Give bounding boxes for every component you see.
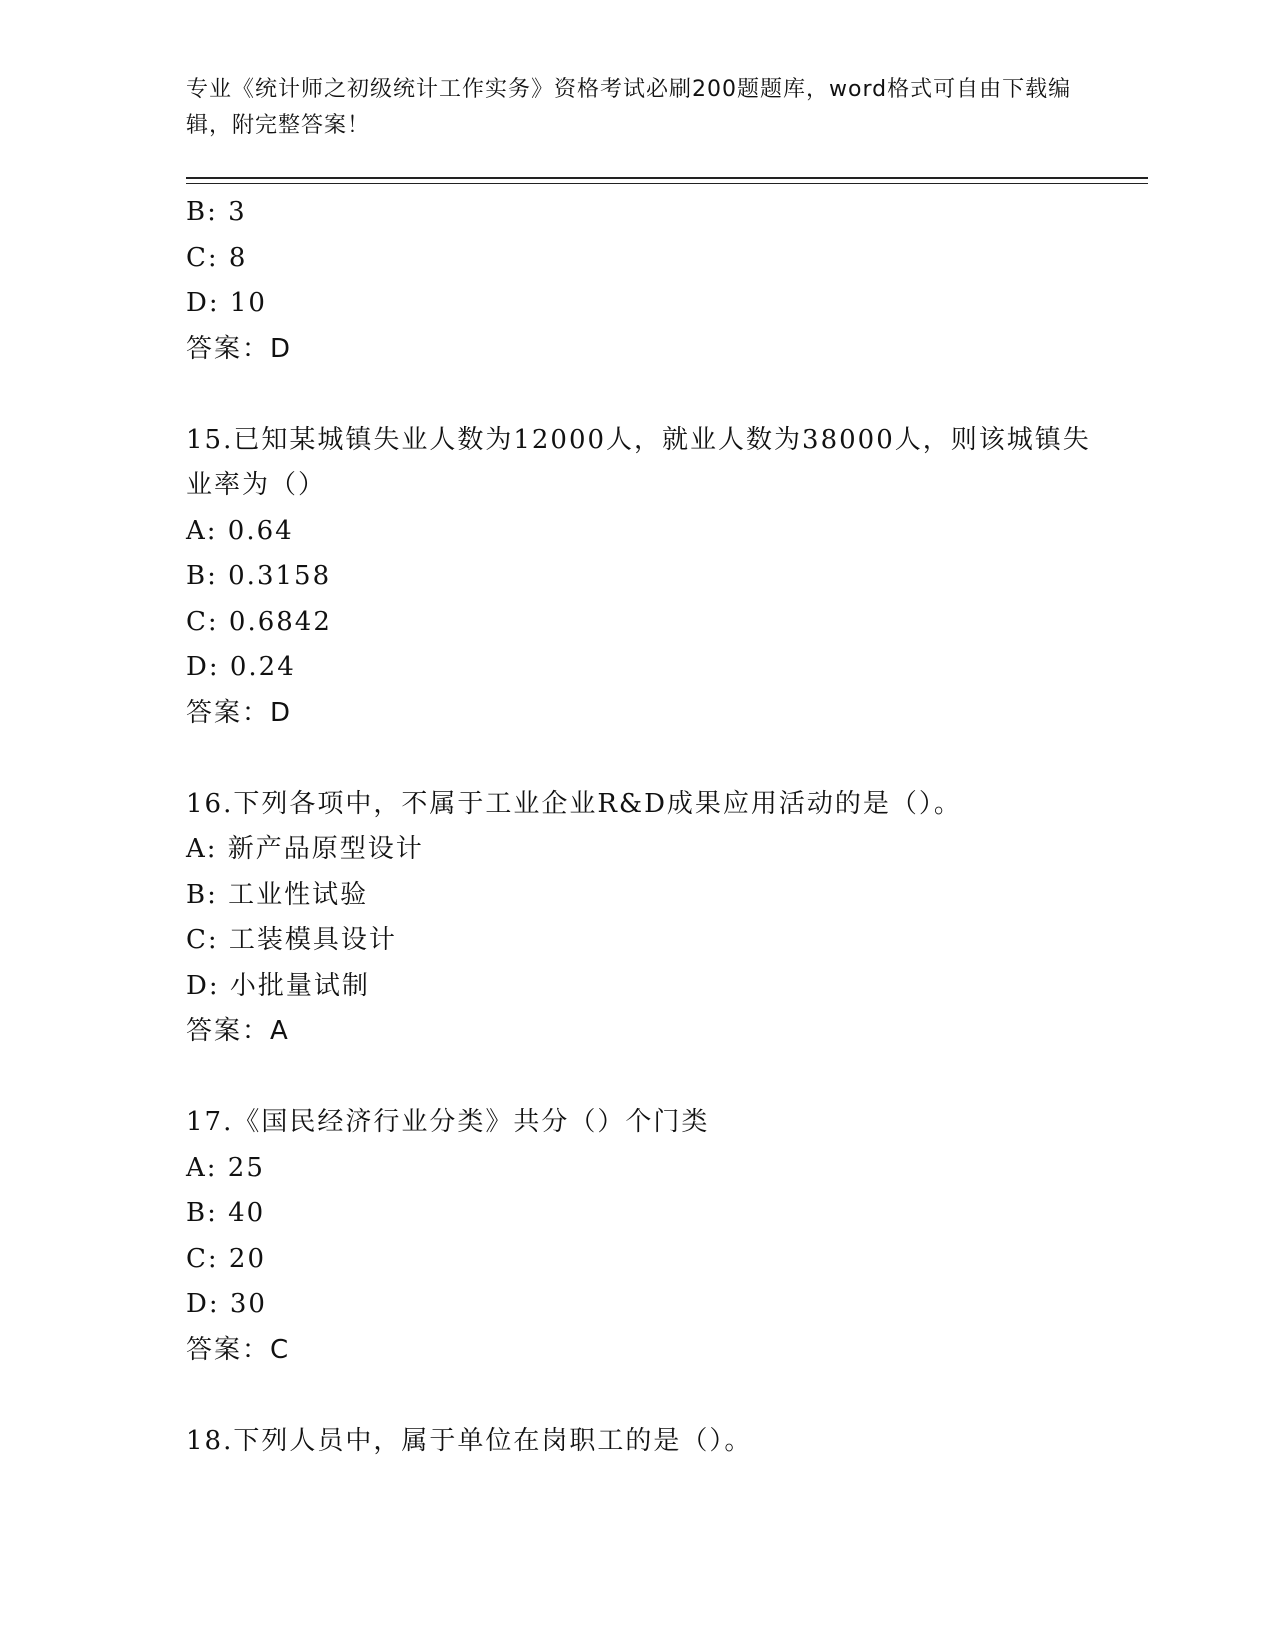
option-b: B: 40 [186, 1198, 266, 1228]
question-text: 15.已知某城镇失业人数为12000人，就业人数为38000人，则该城镇失业率为（） [186, 424, 1091, 500]
question-15 [186, 418, 1106, 737]
header-divider-thin [186, 183, 1148, 184]
option-d: D: 30 [186, 1289, 267, 1319]
option-b: B: 0.3158 [186, 561, 332, 591]
page-header: 专业《统计师之初级统计工作实务》资格考试必刷200题题库，word格式可自由下载编辑，附完整答案！ [186, 77, 1072, 138]
question-text: 18.下列人员中，属于单位在岗职工的是（）。 [186, 1425, 753, 1456]
option-a: A: 新产品原型设计 [186, 834, 424, 864]
option-d: D: 0.24 [186, 652, 296, 682]
option-c: C: 工装模具设计 [186, 925, 397, 955]
answer-line: 答案：A [186, 1016, 290, 1046]
option-d: D: 10 [186, 288, 267, 318]
answer-line: 答案：C [186, 1334, 291, 1365]
answer-line: 答案：D [186, 333, 293, 364]
question-18 [186, 1419, 1106, 1465]
option-b: B: 工业性试验 [186, 879, 369, 910]
option-a: A: 0.64 [186, 515, 294, 546]
option-c: C: 8 [186, 242, 248, 273]
question-17 [186, 1100, 1106, 1373]
question-14-tail [186, 190, 1106, 372]
option-c: C: 20 [186, 1243, 267, 1274]
question-text: 17.《国民经济行业分类》共分（）个门类 [186, 1107, 710, 1137]
option-b: B: 3 [186, 197, 247, 227]
option-c: C: 0.6842 [186, 606, 332, 637]
question-list [186, 190, 1106, 1464]
question-16 [186, 782, 1106, 1055]
question-text: 16.下列各项中，不属于工业企业R&D成果应用活动的是（）。 [186, 788, 962, 819]
option-d: D: 小批量试制 [186, 970, 370, 1001]
answer-line: 答案：D [186, 697, 293, 728]
option-a: A: 25 [186, 1152, 265, 1183]
header-divider [186, 177, 1148, 179]
